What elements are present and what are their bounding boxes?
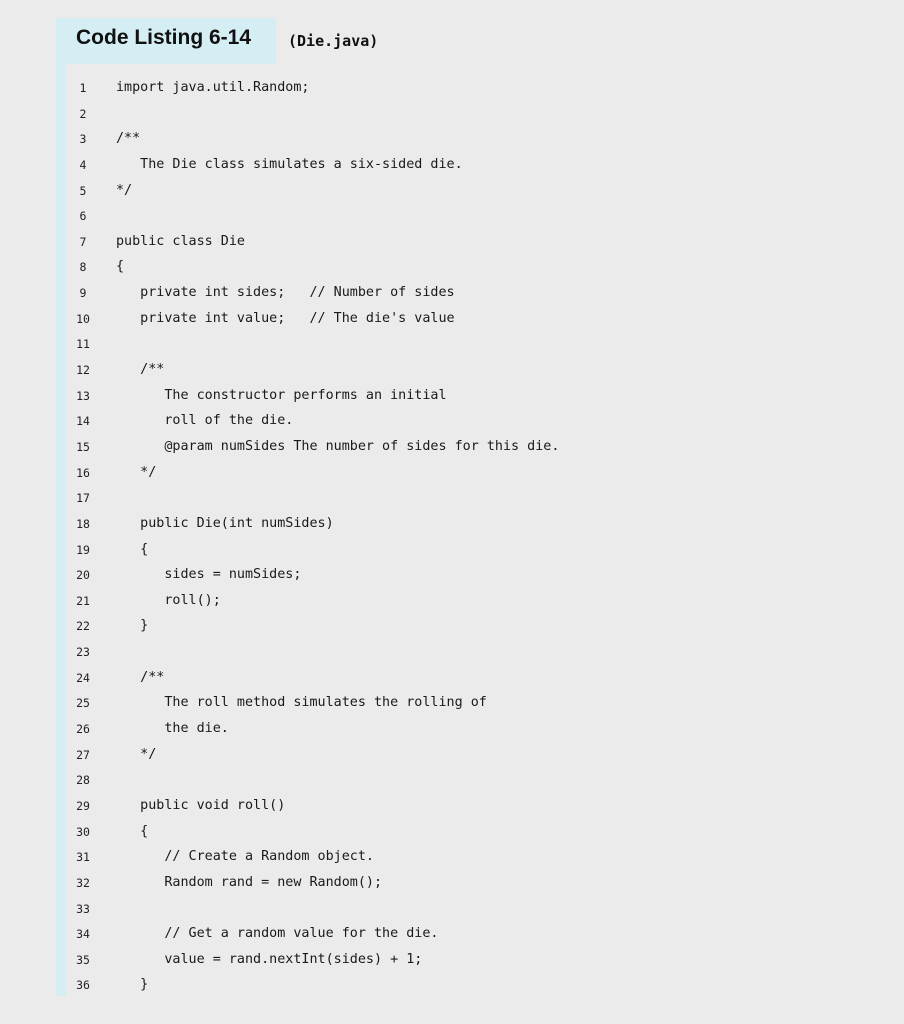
code-line: [0, 925, 904, 951]
line-number: 9: [79, 286, 87, 301]
line-number: 34: [76, 927, 90, 942]
line-code: public Die(int numSides): [116, 515, 334, 531]
line-code: {: [116, 541, 149, 557]
line-number: 7: [79, 234, 87, 249]
line-code: Random rand = new Random();: [116, 874, 383, 890]
line-code: // Get a random value for the die.: [116, 926, 439, 942]
line-code: @param numSides The number of sides for this die.: [116, 438, 560, 454]
code-line: [0, 566, 904, 592]
code-line: [0, 156, 904, 182]
line-code: private int value; // The die's value: [116, 310, 455, 326]
code-line: [0, 284, 904, 310]
code-line: [0, 438, 904, 464]
code-line: [0, 797, 904, 823]
line-number: 22: [76, 619, 90, 634]
code-line: [0, 874, 904, 900]
line-number: 3: [79, 132, 87, 147]
line-number: 12: [76, 363, 90, 378]
line-code: /**: [116, 669, 165, 685]
line-code: }: [116, 977, 149, 993]
line-code: roll();: [116, 592, 221, 608]
line-number: 8: [79, 260, 87, 275]
code-line: [0, 182, 904, 208]
line-number: 18: [76, 516, 90, 531]
code-listing: [0, 79, 904, 1002]
line-number: 10: [76, 311, 90, 326]
line-code: The constructor performs an initial: [116, 387, 447, 403]
code-line: [0, 335, 904, 361]
code-line: [0, 258, 904, 284]
code-line: [0, 310, 904, 336]
line-number: 1: [79, 81, 87, 95]
line-number: 6: [79, 209, 87, 224]
line-number: 31: [76, 850, 90, 865]
line-code: import java.util.Random;: [116, 80, 310, 95]
code-line: [0, 951, 904, 977]
line-number: 30: [76, 824, 90, 839]
code-line: [0, 464, 904, 490]
line-number: 2: [79, 106, 87, 121]
code-line: [0, 233, 904, 259]
code-line: [0, 617, 904, 643]
listing-title: Code Listing 6-14: [76, 26, 252, 49]
code-line: [0, 130, 904, 156]
line-code: roll of the die.: [116, 413, 294, 429]
line-number: 24: [76, 670, 90, 685]
line-code: value = rand.nextInt(sides) + 1;: [116, 951, 423, 967]
line-number: 21: [76, 593, 90, 608]
code-line: [0, 643, 904, 669]
code-line: [0, 720, 904, 746]
line-code: private int sides; // Number of sides: [116, 285, 455, 301]
line-code: /**: [116, 362, 165, 378]
line-number: 14: [76, 414, 90, 429]
code-line: [0, 79, 904, 105]
line-code: the die.: [116, 721, 229, 737]
line-code: sides = numSides;: [116, 567, 302, 583]
line-code: }: [116, 618, 149, 634]
code-line: [0, 823, 904, 849]
line-number: 33: [76, 901, 90, 916]
code-line: [0, 900, 904, 926]
line-number: 35: [76, 952, 90, 967]
code-line: [0, 105, 904, 131]
code-line: [0, 746, 904, 772]
code-line: [0, 669, 904, 695]
line-number: 5: [79, 183, 87, 198]
code-line: [0, 489, 904, 515]
line-number: 17: [76, 491, 90, 506]
line-code: */: [116, 746, 157, 762]
code-line: [0, 515, 904, 541]
code-line: [0, 848, 904, 874]
line-number: 19: [76, 542, 90, 557]
code-line: [0, 771, 904, 797]
line-number: 29: [76, 798, 90, 813]
line-number: 4: [79, 157, 87, 172]
code-line: [0, 361, 904, 387]
line-number: 27: [76, 747, 90, 762]
line-code: /**: [116, 131, 141, 147]
line-code: */: [116, 464, 157, 480]
line-number: 13: [76, 388, 90, 403]
line-number: 11: [76, 337, 90, 352]
listing-filename: (Die.java): [288, 32, 379, 50]
line-code: The roll method simulates the rolling of: [116, 695, 487, 711]
line-number: 20: [76, 568, 90, 583]
line-code: {: [116, 823, 149, 839]
code-line: [0, 412, 904, 438]
code-line: [0, 387, 904, 413]
code-line: [0, 541, 904, 567]
code-line: [0, 592, 904, 618]
line-code: */: [116, 182, 133, 198]
line-number: 23: [76, 645, 90, 660]
line-number: 25: [76, 696, 90, 711]
code-line: [0, 694, 904, 720]
line-number: 36: [76, 978, 90, 993]
line-code: // Create a Random object.: [116, 849, 374, 865]
line-number: 16: [76, 465, 90, 480]
line-number: 28: [76, 773, 90, 788]
code-line: [0, 207, 904, 233]
code-line: [0, 976, 904, 1002]
line-number: 26: [76, 722, 90, 737]
line-code: public void roll(): [116, 797, 286, 813]
line-code: The Die class simulates a six-sided die.: [116, 156, 463, 172]
line-number: 32: [76, 875, 90, 890]
line-code: {: [116, 259, 125, 275]
line-number: 15: [76, 439, 90, 454]
line-code: public class Die: [116, 233, 245, 249]
